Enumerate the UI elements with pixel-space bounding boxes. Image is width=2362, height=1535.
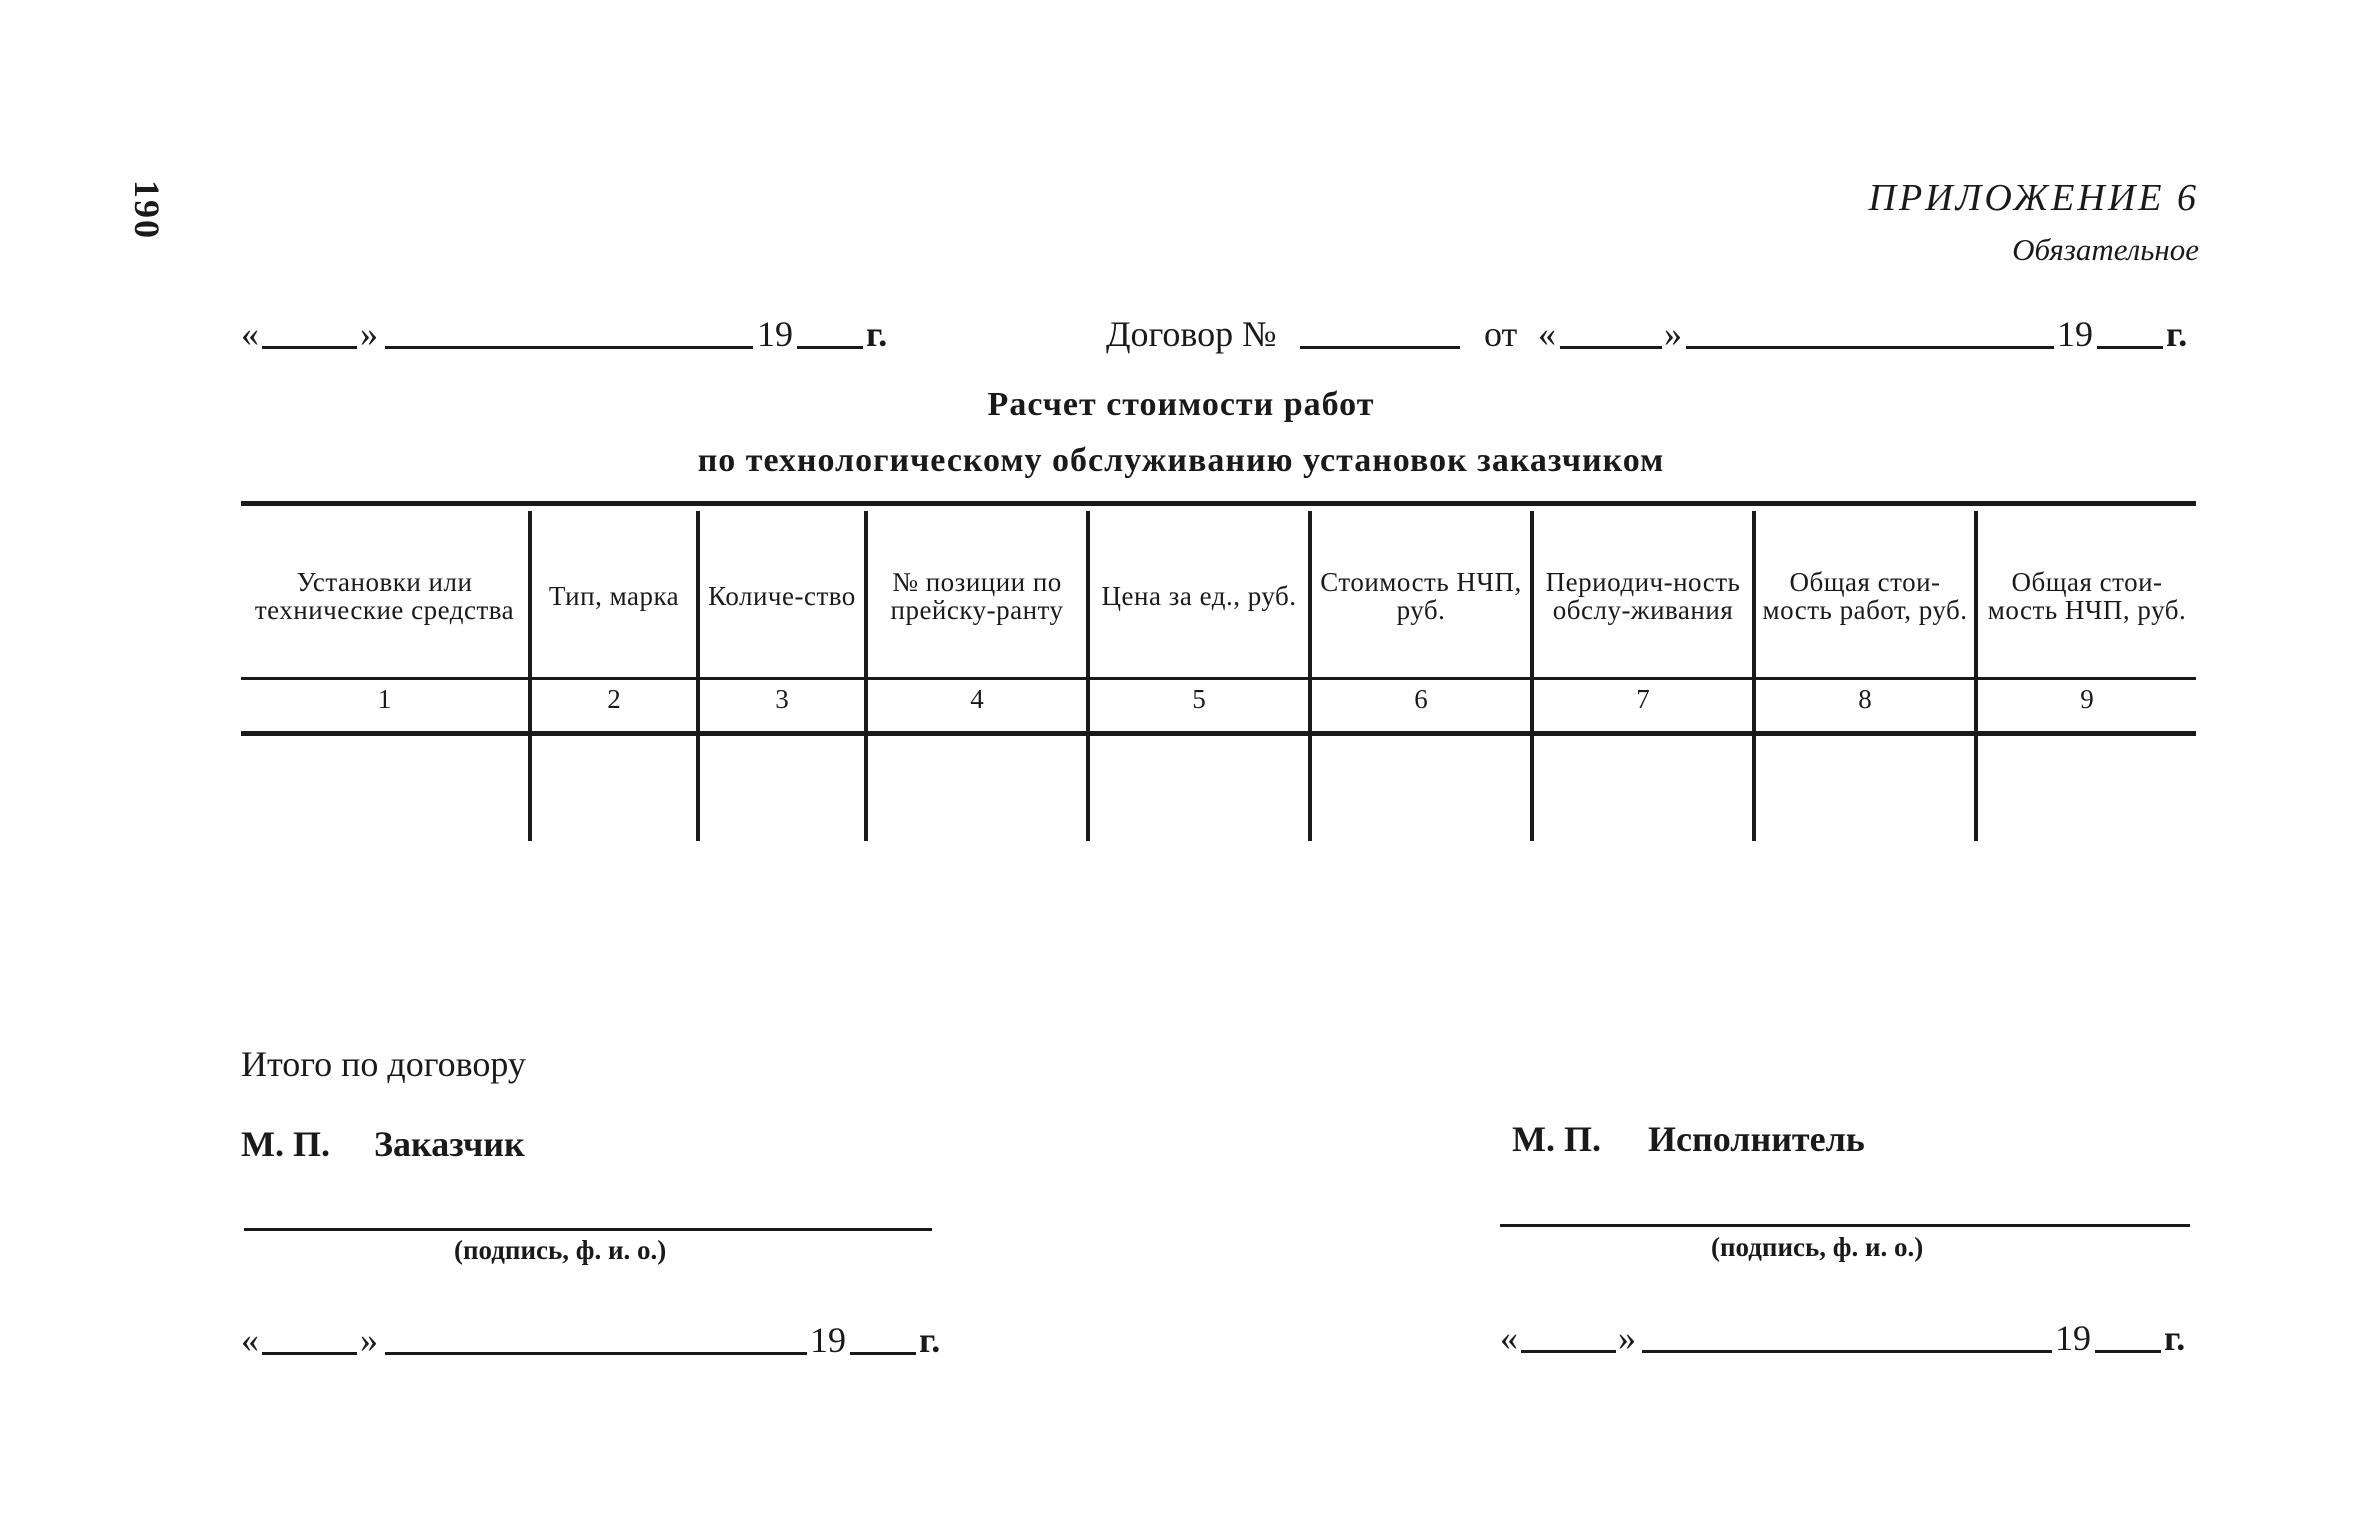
year-suffix: г. [919,1320,941,1360]
stamp-label-customer: М. П. [241,1124,330,1164]
customer-signature-line[interactable] [244,1228,932,1231]
from-label: от [1484,314,1518,354]
year-prefix: 19 [2057,314,2093,354]
open-quote: « [241,1320,259,1360]
year-blank[interactable] [2097,346,2163,349]
open-quote: « [241,314,259,354]
year-prefix: 19 [810,1320,846,1360]
total-label: Итого по договору [241,1044,526,1084]
column-number: 2 [607,684,621,714]
appendix-title: ПРИЛОЖЕНИЕ 6 [1868,177,2199,219]
day-blank[interactable] [1560,346,1662,349]
header-total-work-cost: Общая стои-мость работ, руб. [1762,567,1968,625]
table-top-rule [241,501,2196,506]
appendix-subtitle: Обязательное [2012,232,2199,267]
close-quote: » [1618,1318,1636,1358]
column-number: 3 [775,684,789,714]
month-blank[interactable] [385,346,753,349]
year-blank[interactable] [2095,1350,2161,1353]
column-number: 5 [1192,684,1206,714]
column-number: 4 [970,684,984,714]
close-quote: » [360,1320,378,1360]
contract-label: Договор № [1106,314,1277,354]
stamp-label-contractor: М. П. [1512,1119,1601,1159]
open-quote: « [1538,314,1556,354]
year-blank[interactable] [850,1352,916,1355]
numbers-bottom-rule [241,731,2196,736]
customer-signature-caption: (подпись, ф. и. о.) [454,1235,667,1265]
header-unit-price: Цена за ед., руб. [1101,581,1297,611]
header-total-nchp-cost: Общая стои-мость НЧП, руб. [1987,567,2187,625]
header-nchp-cost: Стоимость НЧП, руб. [1320,567,1522,625]
contract-number-blank[interactable] [1300,346,1460,349]
column-number: 8 [1858,684,1872,714]
year-suffix: г. [2166,314,2188,354]
column-number: 9 [2080,684,2094,714]
month-blank[interactable] [385,1352,807,1355]
customer-label: Заказчик [374,1124,525,1164]
contractor-signature-caption: (подпись, ф. и. о.) [1711,1232,1924,1262]
page-number: 190 [127,180,167,240]
open-quote: « [1500,1318,1518,1358]
year-prefix: 19 [2055,1318,2091,1358]
header-periodicity: Периодич-ность обслу-живания [1545,567,1741,625]
cost-table [241,501,2196,851]
month-blank[interactable] [1686,346,2054,349]
year-blank[interactable] [797,346,863,349]
day-blank[interactable] [262,1352,357,1355]
year-prefix: 19 [757,314,793,354]
header-price-list-position: № позиции по прейску-ранту [890,567,1064,625]
close-quote: » [360,314,378,354]
close-quote: » [1664,314,1682,354]
header-type: Тип, марка [548,581,680,611]
column-number: 6 [1414,684,1428,714]
day-blank[interactable] [1521,1350,1616,1353]
year-suffix: г. [866,314,888,354]
document-subtitle: по технологическому обслуживанию установок заказчиком [697,442,1665,479]
header-installations: Установки или технические средства [254,567,515,625]
day-blank[interactable] [262,346,357,349]
contractor-signature-line[interactable] [1500,1224,2190,1227]
document-title: Расчет стоимости работ [987,386,1375,423]
contractor-label: Исполнитель [1648,1119,1865,1159]
header-quantity: Количе-ство [708,581,856,611]
year-suffix: г. [2164,1318,2186,1358]
column-number: 1 [377,684,392,714]
column-number: 7 [1636,684,1650,714]
month-blank[interactable] [1642,1350,2052,1353]
